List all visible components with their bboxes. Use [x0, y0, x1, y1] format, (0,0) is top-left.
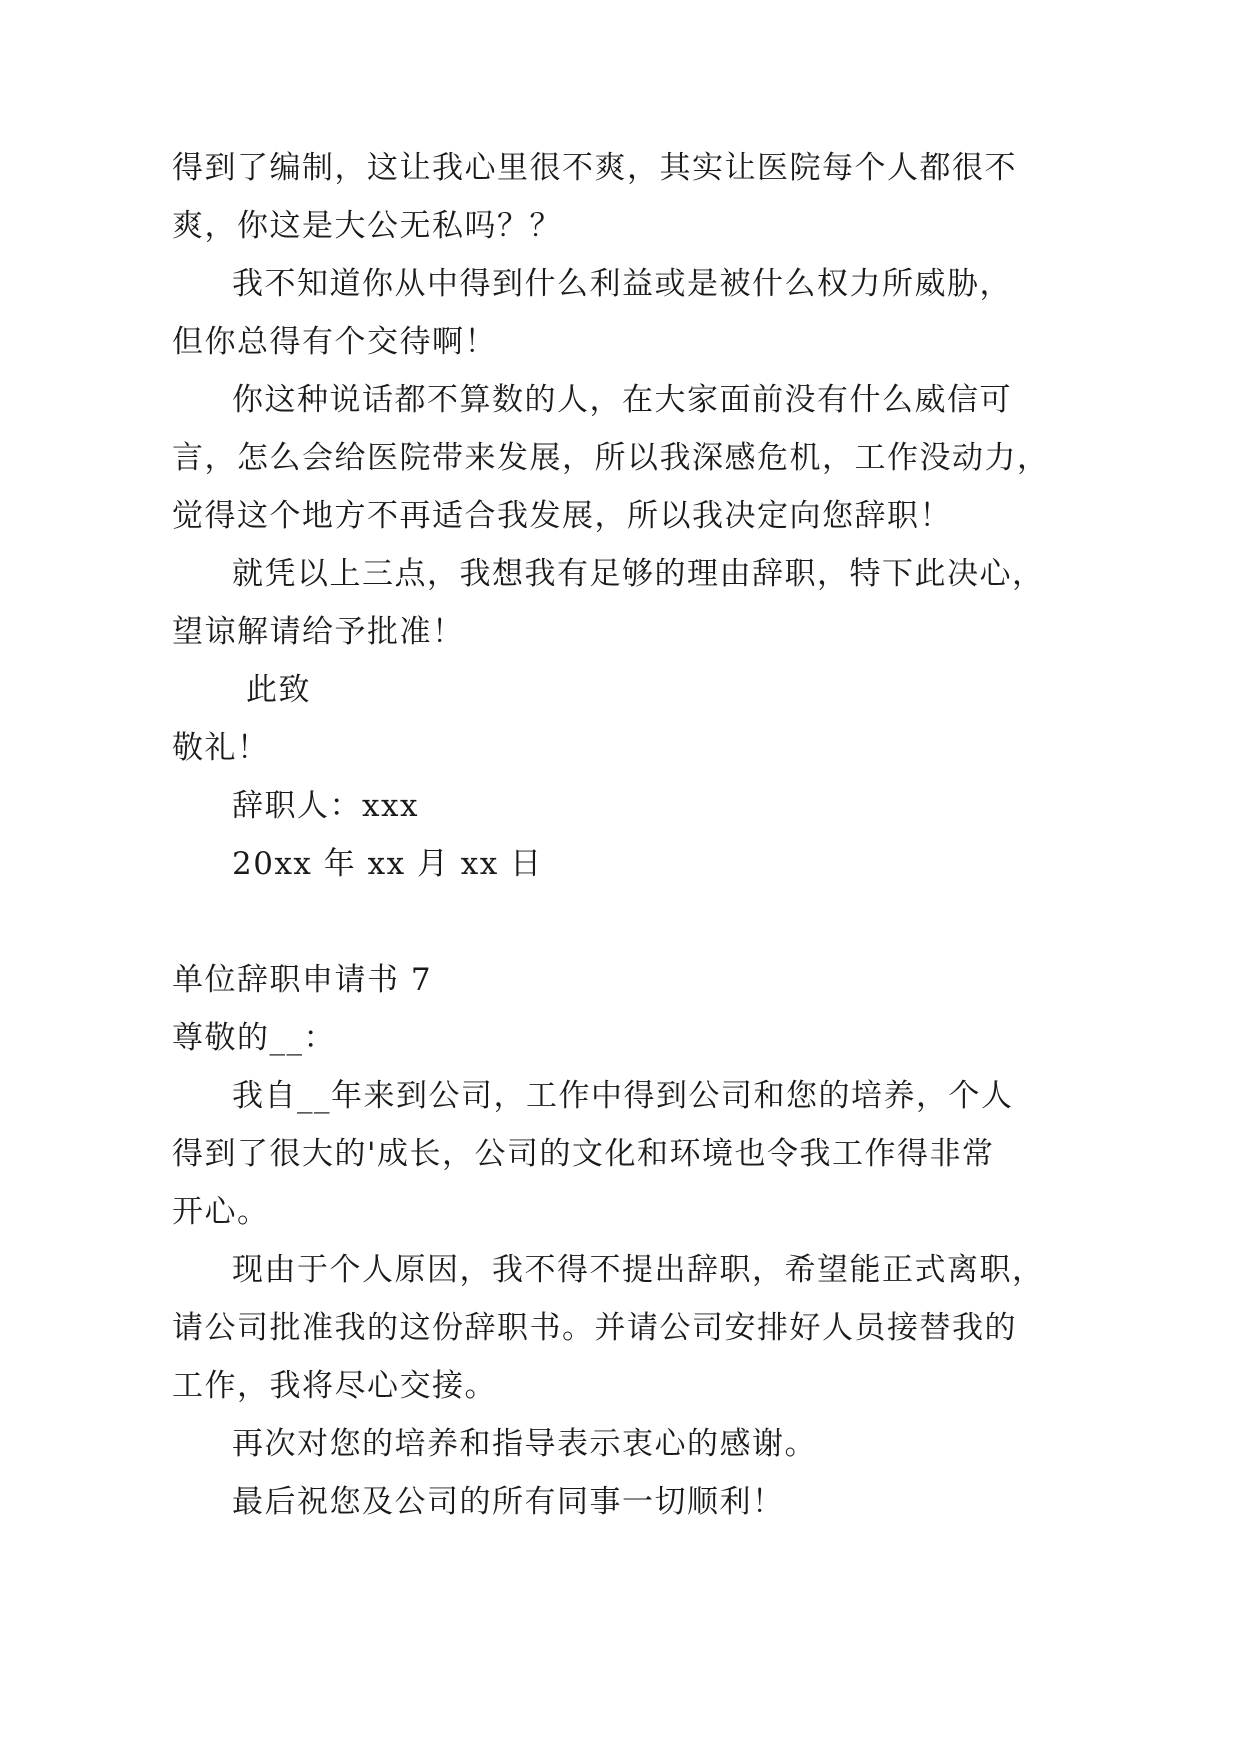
- body-text-line: 我不知道你从中得到什么利益或是被什么权力所威胁，: [232, 266, 1012, 302]
- body-text-line: 爽，你这是大公无私吗？？: [172, 208, 562, 244]
- body-text-line: 望谅解请给予批准！: [172, 614, 465, 650]
- body-text-line: 言，怎么会给医院带来发展，所以我深感危机，工作没动力，: [172, 440, 1050, 476]
- body-text-line: 但你总得有个交待啊！: [172, 324, 497, 360]
- signature-date: 20xx 年 xx 月 xx 日: [232, 846, 543, 882]
- letter-greeting: 尊敬的__：: [172, 1020, 336, 1056]
- closing-salutation: 此致: [246, 672, 311, 708]
- body-text-line: 工作，我将尽心交接。: [172, 1368, 497, 1404]
- body-text-line: 得到了很大的'成长，公司的文化和环境也令我工作得非常: [172, 1136, 995, 1172]
- body-text-line: 最后祝您及公司的所有同事一切顺利！: [232, 1484, 785, 1520]
- signature-name: 辞职人：xxx: [232, 788, 419, 824]
- body-text-line: 再次对您的培养和指导表示衷心的感谢。: [232, 1426, 817, 1462]
- section-title: 单位辞职申请书 7: [172, 962, 433, 998]
- body-text-line: 觉得这个地方不再适合我发展，所以我决定向您辞职！: [172, 498, 952, 534]
- body-text-line: 现由于个人原因，我不得不提出辞职，希望能正式离职，: [232, 1252, 1045, 1288]
- body-text-line: 请公司批准我的这份辞职书。并请公司安排好人员接替我的: [172, 1310, 1017, 1346]
- body-text-line: 你这种说话都不算数的人，在大家面前没有什么威信可: [232, 382, 1012, 418]
- body-text-line: 开心。: [172, 1194, 270, 1230]
- closing-regards: 敬礼！: [172, 730, 270, 766]
- body-text-line: 得到了编制，这让我心里很不爽，其实让医院每个人都很不: [172, 150, 1017, 186]
- body-text-line: 就凭以上三点，我想我有足够的理由辞职，特下此决心，: [232, 556, 1045, 592]
- body-text-line: 我自__年来到公司，工作中得到公司和您的培养，个人: [232, 1078, 1014, 1114]
